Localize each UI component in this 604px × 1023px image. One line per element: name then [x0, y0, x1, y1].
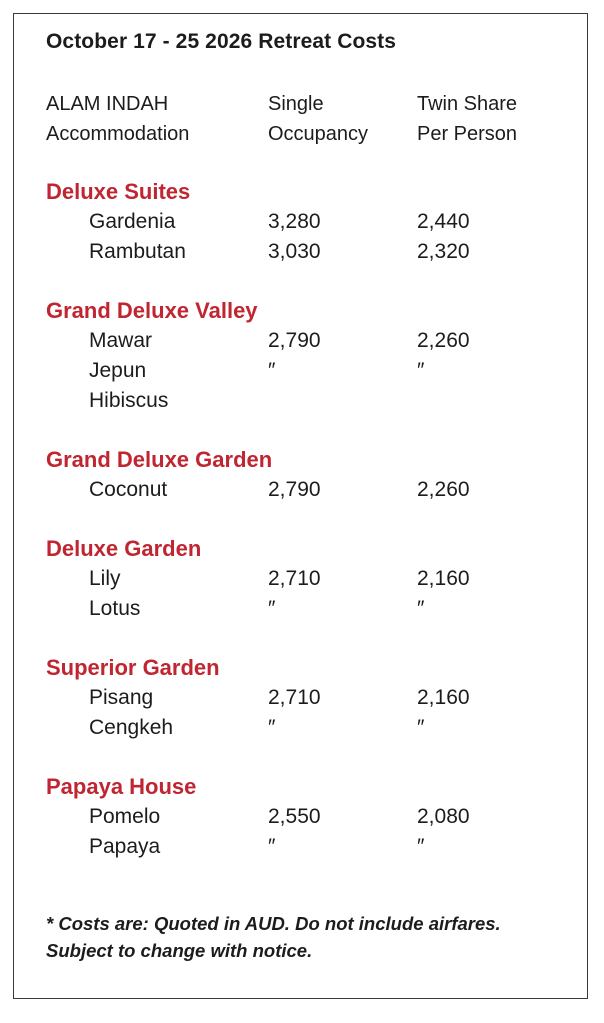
room-name: Coconut	[89, 478, 168, 501]
twin-price: 2,080	[417, 805, 470, 828]
table-row	[0, 832, 604, 862]
single-price: ″	[268, 359, 276, 382]
section-title: Superior Garden	[46, 655, 220, 680]
single-price: 3,280	[268, 210, 321, 233]
header-twin-share	[417, 90, 517, 149]
twin-price: ″	[417, 835, 425, 858]
twin-price: 2,320	[417, 240, 470, 263]
section-title: Grand Deluxe Garden	[46, 447, 273, 472]
table-row	[0, 802, 604, 832]
twin-price: ″	[417, 597, 425, 620]
single-price: ″	[268, 597, 276, 620]
room-name: Cengkeh	[89, 716, 174, 739]
single-price: 2,710	[268, 567, 321, 590]
header-twin-line-1: Twin Share	[417, 93, 518, 115]
twin-price: 2,260	[417, 478, 470, 501]
header-accommodation-line-2: Accommodation	[46, 122, 190, 145]
footnote-line-1: * Costs are: Quoted in AUD. Do not include airfares.	[46, 913, 501, 934]
section-title: Deluxe Suites	[46, 179, 191, 204]
single-price: 2,710	[268, 686, 321, 709]
room-name: Jepun	[89, 359, 147, 382]
header-single-occupancy	[268, 90, 368, 149]
room-name: Lily	[89, 567, 121, 590]
twin-price: 2,260	[417, 329, 470, 352]
twin-price: ″	[417, 359, 425, 382]
single-price: 2,790	[268, 478, 321, 501]
single-price: 2,550	[268, 805, 321, 828]
twin-price: 2,160	[417, 567, 470, 590]
single-price: 3,030	[268, 240, 321, 263]
header-accommodation	[46, 90, 189, 149]
section-title: Grand Deluxe Valley	[46, 298, 258, 323]
table-row	[0, 713, 604, 743]
room-name: Mawar	[89, 329, 153, 352]
header-single-line-2: Occupancy	[268, 122, 369, 145]
table-row	[0, 237, 604, 267]
room-name: Papaya	[89, 835, 161, 858]
single-price: ″	[268, 716, 276, 739]
header-single-line-1: Single	[268, 93, 324, 115]
cost-footnote	[46, 910, 501, 964]
section-title: Papaya House	[46, 774, 197, 799]
room-name: Lotus	[89, 597, 141, 620]
twin-price: 2,440	[417, 210, 470, 233]
single-price: ″	[268, 835, 276, 858]
footnote-line-2: Subject to change with notice.	[46, 940, 313, 961]
table-row	[0, 386, 604, 416]
table-row	[0, 356, 604, 386]
header-accommodation-line-1: ALAM INDAH	[46, 93, 169, 115]
table-row	[0, 326, 604, 356]
table-row	[0, 475, 604, 505]
room-name: Pisang	[89, 686, 154, 709]
table-row	[0, 207, 604, 237]
single-price: 2,790	[268, 329, 321, 352]
room-name: Rambutan	[89, 240, 186, 263]
table-row	[0, 594, 604, 624]
room-name: Pomelo	[89, 805, 161, 828]
twin-price: ″	[417, 716, 425, 739]
table-row	[0, 683, 604, 713]
twin-price: 2,160	[417, 686, 470, 709]
room-name: Gardenia	[89, 210, 176, 233]
header-twin-line-2: Per Person	[417, 122, 518, 145]
table-row	[0, 564, 604, 594]
page-title: October 17 - 25 2026 Retreat Costs	[46, 30, 397, 53]
room-name: Hibiscus	[89, 389, 169, 412]
section-title: Deluxe Garden	[46, 536, 202, 561]
